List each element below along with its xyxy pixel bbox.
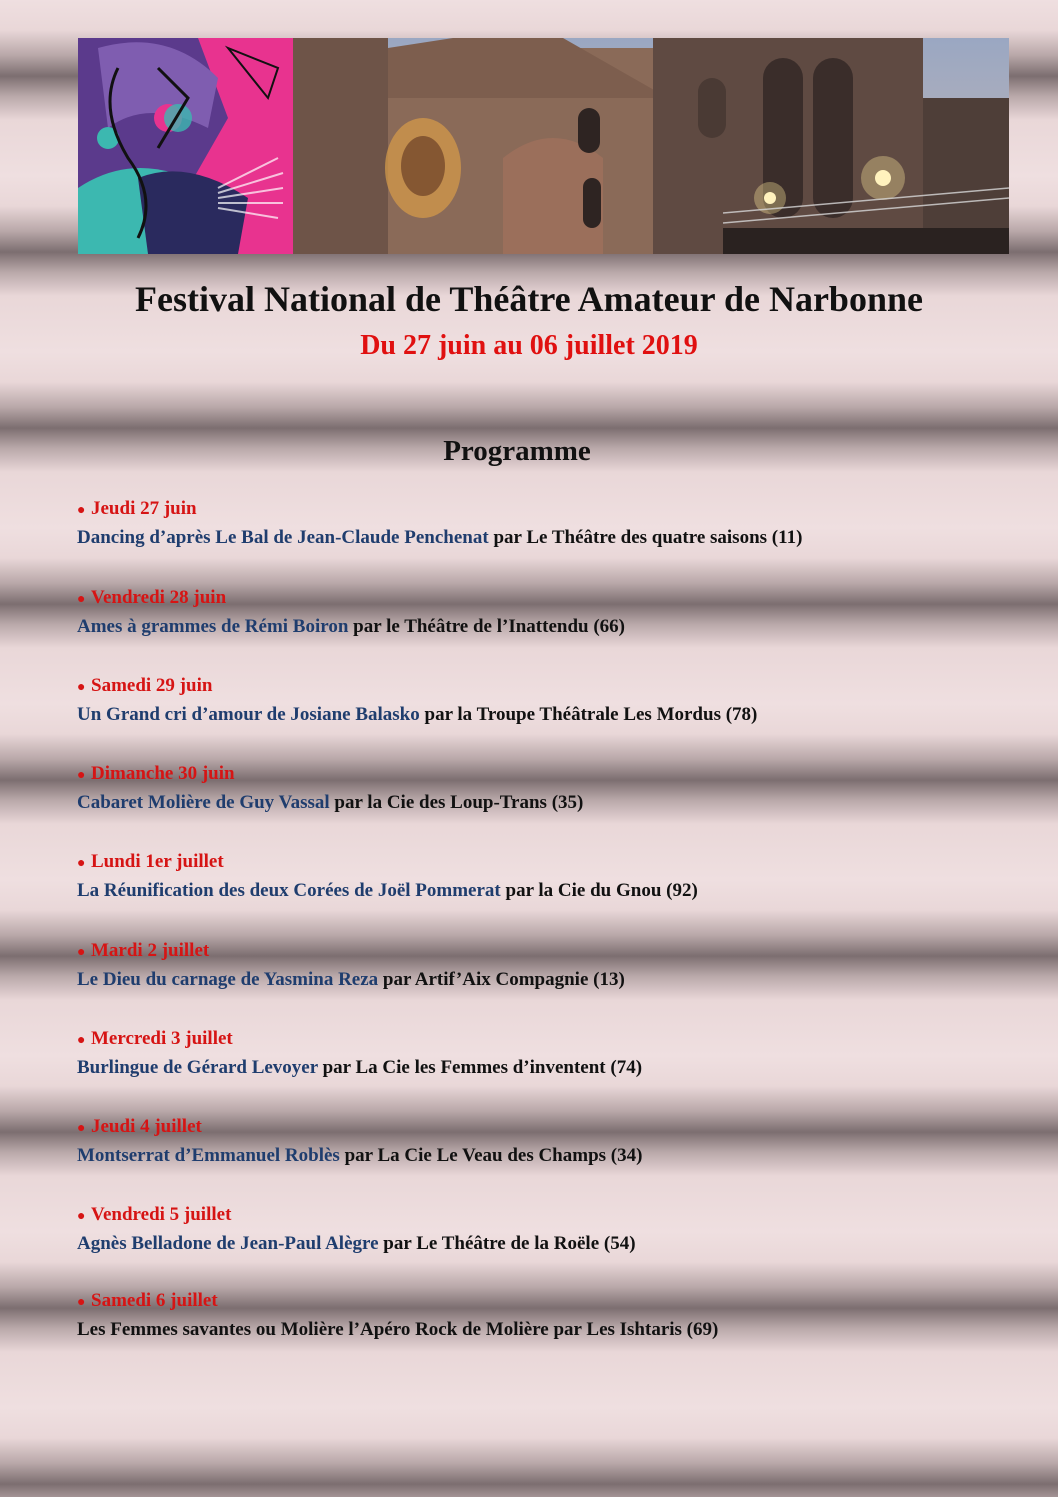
bullet-icon: ●	[77, 1209, 86, 1224]
entry-troupe: par La Cie Le Veau des Champs (34)	[344, 1145, 643, 1166]
entry-work: Agnès Belladone de Jean-Paul Alègre	[77, 1233, 379, 1254]
bullet-icon: ●	[77, 680, 86, 695]
festival-logo	[78, 38, 293, 254]
entry-day: Jeudi 27 juin	[91, 498, 197, 519]
entry-day: Dimanche 30 juin	[91, 763, 235, 784]
entry-troupe: par la Cie du Gnou (92)	[505, 880, 698, 901]
entry-work: Le Dieu du carnage de Yasmina Reza	[77, 969, 379, 990]
cathedral-photo	[293, 38, 1009, 254]
festival-dates: Du 27 juin au 06 juillet 2019	[360, 330, 698, 361]
bullet-icon: ●	[77, 1295, 86, 1310]
entry-day: Mercredi 3 juillet	[91, 1028, 233, 1049]
entry-work: Un Grand cri d’amour de Josiane Balasko	[77, 704, 420, 725]
entry-work: Ames à grammes de Rémi Boiron	[77, 616, 349, 637]
programme-entry	[77, 584, 1027, 642]
entry-day: Mardi 2 juillet	[91, 940, 210, 961]
entry-day: Samedi 6 juillet	[91, 1290, 218, 1311]
bullet-icon: ●	[77, 768, 86, 783]
programme-entry	[77, 848, 1027, 906]
programme-entry	[77, 495, 1027, 553]
programme-entry	[77, 1025, 1027, 1083]
programme-entry	[77, 760, 1027, 818]
bullet-icon: ●	[77, 1121, 86, 1136]
entry-troupe: par la Cie des Loup-Trans (35)	[334, 792, 584, 813]
entry-troupe: par Le Théâtre de la Roële (54)	[383, 1233, 636, 1254]
entry-day: Lundi 1er juillet	[91, 851, 224, 872]
bullet-icon: ●	[77, 592, 86, 607]
festival-title: Festival National de Théâtre Amateur de Narbonne	[135, 279, 923, 319]
header-banner	[78, 38, 1009, 254]
entry-troupe: Les Femmes savantes ou Molière l’Apéro Rock de Molière par Les Ishtaris (69)	[77, 1319, 719, 1340]
entry-troupe: par la Troupe Théâtrale Les Mordus (78)	[424, 704, 758, 725]
entry-work: Montserrat d’Emmanuel Roblès	[77, 1145, 340, 1166]
entry-day: Vendredi 5 juillet	[91, 1204, 232, 1225]
entry-troupe: par le Théâtre de l’Inattendu (66)	[353, 616, 625, 637]
entry-troupe: par Artif’Aix Compagnie (13)	[382, 969, 625, 990]
entry-day: Samedi 29 juin	[91, 675, 213, 696]
programme-entry	[77, 1287, 1027, 1345]
programme-entry	[77, 1201, 1027, 1259]
entry-work: La Réunification des deux Corées de Joël Pommerat	[77, 880, 501, 901]
entry-work: Burlingue de Gérard Levoyer	[77, 1057, 318, 1078]
bullet-icon: ●	[77, 945, 86, 960]
bullet-icon: ●	[77, 503, 86, 518]
programme-entry	[77, 937, 1027, 995]
entry-troupe: par Le Théâtre des quatre saisons (11)	[493, 527, 803, 548]
programme-title: Programme	[443, 435, 591, 467]
bullet-icon: ●	[77, 1033, 86, 1048]
entry-work: Cabaret Molière de Guy Vassal	[77, 792, 330, 813]
programme-entry	[77, 1113, 1027, 1171]
entry-day: Vendredi 28 juin	[91, 587, 227, 608]
entry-troupe: par La Cie les Femmes d’inventent (74)	[322, 1057, 643, 1078]
entry-day: Jeudi 4 juillet	[91, 1116, 202, 1137]
entry-work: Dancing d’après Le Bal de Jean-Claude Penchenat	[77, 527, 489, 548]
bullet-icon: ●	[77, 856, 86, 871]
programme-entry	[77, 672, 1027, 730]
